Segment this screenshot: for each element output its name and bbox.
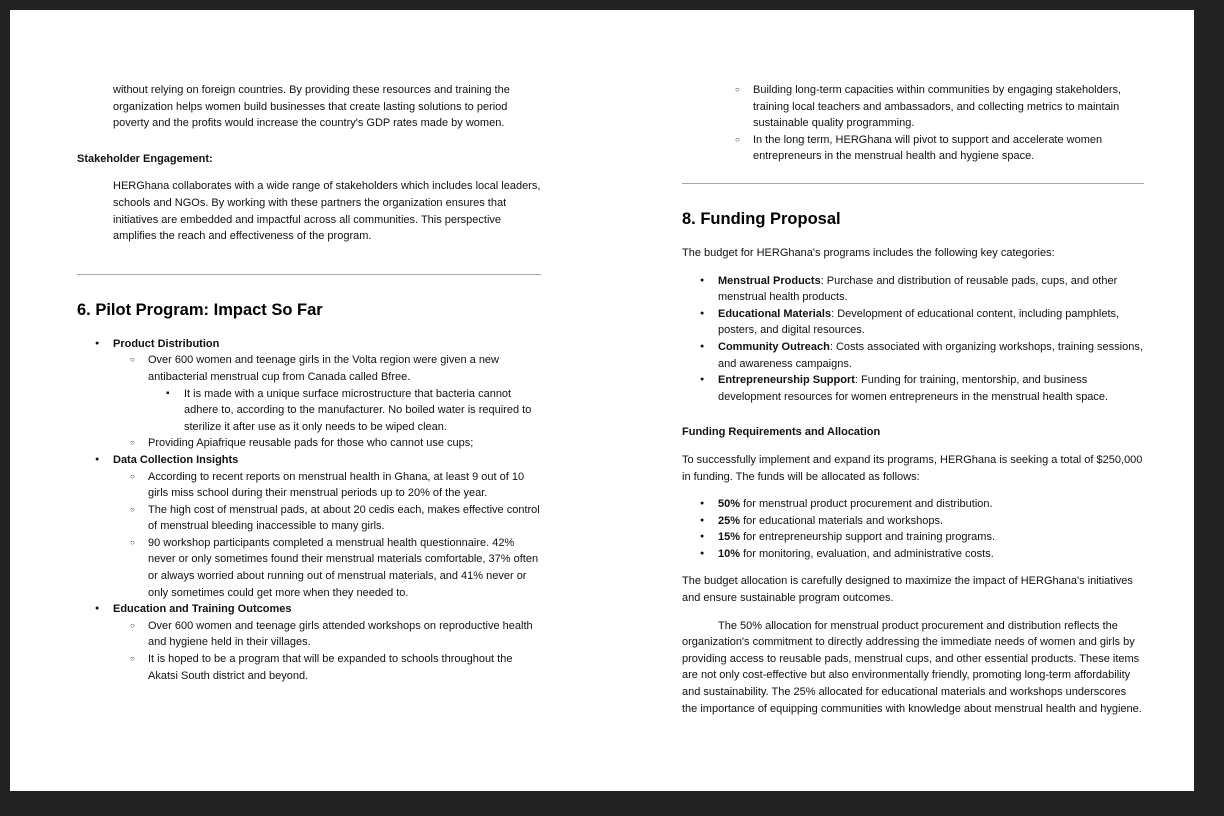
list-item-term: 25%	[718, 514, 741, 527]
paragraph: To successfully implement and expand its programs, HERGhana is seeking a total of $250,000 in funding. The funds will be allocated as follows:	[682, 453, 1143, 483]
section-heading-pilot-program: 6. Pilot Program: Impact So Far	[77, 300, 323, 319]
bullet-circle-icon: ○	[130, 471, 135, 481]
list-item-text: : Purchase and distribution of reusable pads, cups, and other menstrual health products.	[718, 274, 1118, 304]
paragraph: The budget for HERGhana's programs includes the following key categories:	[682, 246, 1055, 259]
section-heading-funding-proposal: 8. Funding Proposal	[682, 209, 841, 228]
bullet-disc-icon: ●	[700, 500, 705, 508]
list-item-text: for menstrual product procurement and distribution.	[740, 498, 993, 511]
bullet-disc-icon: ●	[700, 342, 705, 350]
bullet-disc-icon: ●	[95, 455, 100, 463]
list-item-text: for entrepreneurship support and training programs.	[740, 531, 996, 544]
list-item-text: : Development of educational content, including pamphlets, posters, and digital resources.	[718, 307, 1120, 337]
list-item	[682, 82, 1144, 132]
bullet-circle-icon: ○	[130, 654, 135, 664]
list-item	[77, 502, 541, 535]
bullet-disc-icon: ●	[700, 376, 705, 384]
list-item	[77, 651, 541, 684]
list-item-term: Educational Materials	[718, 307, 832, 320]
bullet-circle-icon: ○	[735, 134, 740, 144]
document-page[interactable]	[10, 10, 1194, 791]
bullet-disc-icon: ●	[700, 276, 705, 284]
bullet-disc-icon: ●	[700, 309, 705, 317]
bullet-circle-icon: ○	[130, 504, 135, 514]
horizontal-rule	[682, 183, 1144, 184]
horizontal-rule	[77, 274, 541, 275]
list-item-text: Product Distribution	[113, 337, 220, 350]
list-item	[682, 513, 1144, 530]
list-item-text: Over 600 women and teenage girls in the Volta region were given a new antibacterial menstrual cup from Canada called Bfree.	[148, 354, 499, 383]
list-item-text: Providing Apiafrique reusable pads for those who cannot use cups;	[148, 437, 474, 450]
list-item-text: In the long term, HERGhana will pivot to support and accelerate women entrepreneurs in the menstrual health and hygiene space.	[753, 133, 1103, 163]
list-item-text: Building long-term capacities within communities by engaging stakeholders, training local teachers and ambassadors, and collecting metrics to maintain sustainable quality programming.	[753, 84, 1122, 130]
list-item	[77, 386, 541, 436]
list-item	[682, 306, 1144, 339]
list-item-term: 10%	[718, 547, 741, 560]
list-item	[77, 469, 541, 502]
bullet-disc-icon: ●	[95, 339, 100, 347]
bullet-circle-icon: ○	[735, 85, 740, 94]
page-column-right	[682, 82, 1144, 728]
list-item	[77, 535, 541, 601]
list-item	[77, 601, 541, 618]
bullet-circle-icon: ○	[130, 355, 135, 365]
list-item-term: Menstrual Products	[718, 274, 821, 287]
page-column-left	[77, 82, 541, 684]
list-item	[682, 372, 1144, 405]
list-item	[77, 336, 541, 353]
subheading-funding-requirements: Funding Requirements and Allocation	[682, 426, 881, 439]
bullet-circle-icon: ○	[130, 438, 135, 448]
paragraph: without relying on foreign countries. By providing these resources and training the organization helps women build businesses that create lasting solutions to period poverty and the profits would increase the country's GDP rates made by women.	[113, 84, 510, 130]
bullet-disc-icon: ●	[700, 516, 705, 524]
paragraph: The 50% allocation for menstrual product procurement and distribution reflects the organization's commitment to directly addressing the immediate needs of women and girls by providing access to reusable pads, menstrual cups, and other essential products. These items are not only cost-effective but also environmentally friendly, promoting long-term affordability and sustainability. The 25% allocated for educational materials and workshops underscores the importance of equipping communities with knowledge about menstrual health and hygiene.	[682, 619, 1142, 715]
list-item-term: Community Outreach	[718, 340, 830, 353]
list-item-text: for educational materials and workshops.	[740, 514, 944, 527]
list-item-text: 90 workshop participants completed a menstrual health questionnaire. 42% never or only sometimes found their menstrual materials comfortable, 37% often or always worried about running out of menstrual materials, and 41% never or only sometimes could get more when they needed to.	[148, 536, 539, 599]
list-item	[682, 339, 1144, 372]
list-item	[682, 496, 1144, 513]
list-item-text: It is made with a unique surface microstructure that bacteria cannot adhere to, according to the manufacturer. No boiled water is required to sterilize it after use as it only needs to be wiped clean.	[184, 387, 532, 433]
list-item	[682, 132, 1144, 165]
list-item-text: Over 600 women and teenage girls attended workshops on reproductive health and hygiene held in their villages.	[148, 619, 533, 649]
list-item-text: Education and Training Outcomes	[113, 603, 292, 616]
list-item	[682, 546, 1144, 563]
list-item-term: Entrepreneurship Support	[718, 374, 855, 387]
list-item	[77, 452, 541, 469]
bullet-disc-icon: ●	[95, 605, 100, 613]
list-item	[682, 273, 1144, 306]
list-item-text: : Costs associated with organizing workshops, training sessions, and awareness campaigns.	[718, 340, 1143, 370]
list-item	[77, 435, 541, 452]
list-item-text: : Funding for training, mentorship, and business development resources for women entrepreneurs in the menstrual health space.	[718, 374, 1109, 403]
list-item-term: 15%	[718, 531, 741, 544]
list-item-text: Data Collection Insights	[113, 453, 239, 466]
bullet-square-icon: ▪	[166, 387, 170, 399]
list-item	[682, 529, 1144, 546]
list-item-text: It is hoped to be a program that will be expanded to schools throughout the Akatsi South district and beyond.	[148, 653, 513, 682]
list-item	[77, 618, 541, 651]
list-item	[77, 352, 541, 385]
paragraph: The budget allocation is carefully designed to maximize the impact of HERGhana's initiatives and ensure sustainable program outcomes.	[682, 575, 1133, 605]
list-item-text: According to recent reports on menstrual health in Ghana, at least 9 out of 10 girls miss school during their menstrual periods up to 20% of the year.	[148, 470, 525, 500]
bullet-disc-icon: ●	[700, 549, 705, 557]
bullet-circle-icon: ○	[130, 620, 135, 630]
bullet-disc-icon: ●	[700, 533, 705, 541]
list-item-text: The high cost of menstrual pads, at about 20 cedis each, makes effective control of menstrual bleeding inaccessible to many girls.	[148, 503, 540, 533]
subheading-stakeholder-engagement: Stakeholder Engagement:	[77, 152, 213, 165]
bullet-circle-icon: ○	[130, 537, 135, 547]
list-item-text: for monitoring, evaluation, and administrative costs.	[740, 547, 994, 560]
paragraph: HERGhana collaborates with a wide range of stakeholders which includes local leaders, schools and NGOs. By working with these partners the organization ensures that initiatives are embedded and impactful across all communities. This perspective amplifies the reach and effectiveness of the program.	[113, 180, 541, 243]
list-item-term: 50%	[718, 498, 741, 511]
